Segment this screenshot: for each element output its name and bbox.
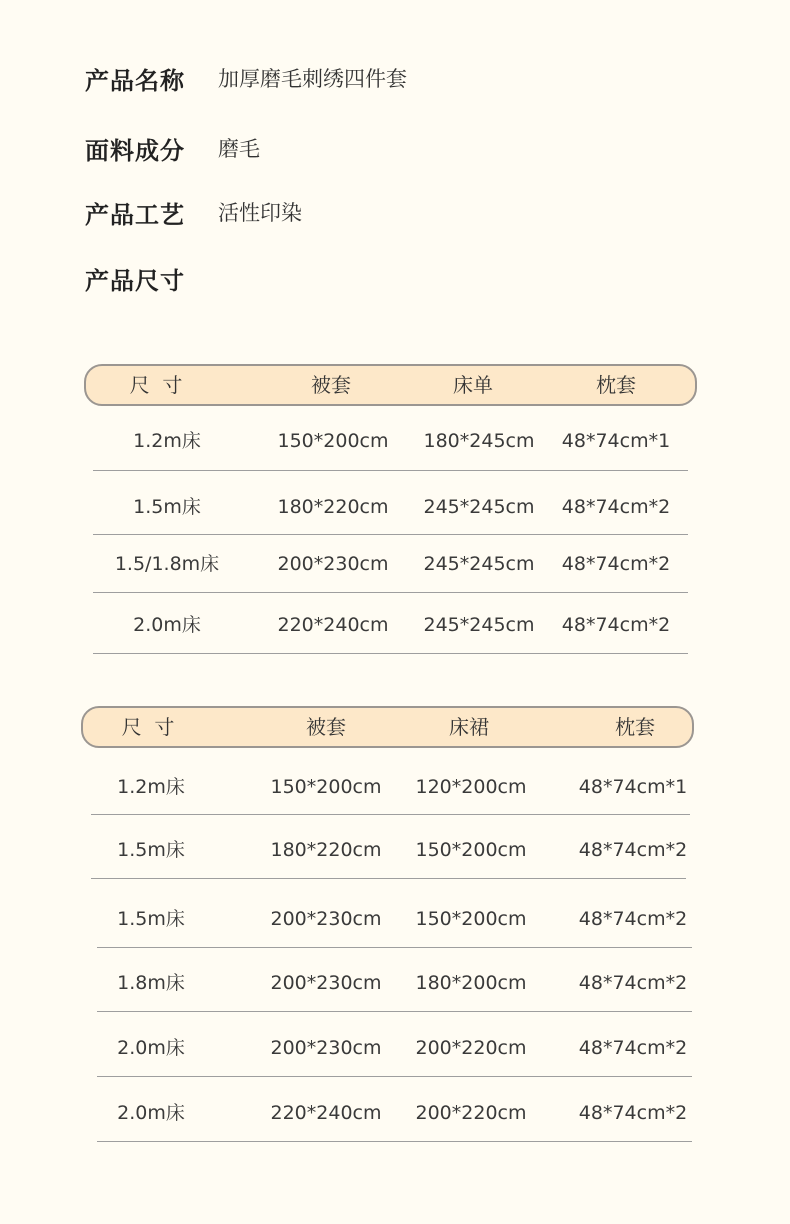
product-name-value: 加厚磨毛刺绣四件套	[218, 67, 407, 91]
table-row	[91, 752, 690, 815]
table-cell: 48*74cm*2	[578, 839, 688, 861]
table-cell: 200*230cm	[270, 972, 382, 994]
table-cell: 245*245cm	[423, 496, 535, 518]
table-cell: 200*230cm	[270, 908, 382, 930]
table1-header-pillowcase: 枕套	[596, 373, 636, 397]
table-row	[97, 1077, 692, 1142]
table-cell: 1.2m床	[117, 776, 185, 798]
table-cell: 48*74cm*2	[578, 972, 688, 994]
table1-header-sheet: 床单	[453, 373, 493, 397]
table1-header-duvet: 被套	[311, 373, 351, 397]
table-cell: 1.5m床	[117, 839, 185, 861]
craft-value: 活性印染	[218, 201, 302, 225]
product-name-label: 产品名称	[85, 66, 185, 95]
table-cell: 245*245cm	[423, 553, 535, 575]
table-cell: 48*74cm*1	[578, 776, 688, 798]
table-cell: 150*200cm	[270, 776, 382, 798]
table-cell: 48*74cm*2	[578, 908, 688, 930]
table-row	[97, 879, 692, 948]
table-cell: 245*245cm	[423, 614, 535, 636]
table-cell: 1.8m床	[117, 972, 185, 994]
table-row	[97, 1012, 692, 1077]
info-row-size	[85, 258, 218, 298]
table-cell: 200*220cm	[415, 1037, 527, 1059]
table-cell: 180*200cm	[415, 972, 527, 994]
table-row	[93, 593, 688, 654]
table-cell: 150*200cm	[415, 908, 527, 930]
info-row-name	[85, 58, 407, 98]
size-label: 产品尺寸	[85, 266, 185, 295]
table-cell: 48*74cm*2	[561, 553, 671, 575]
table-cell: 2.0m床	[117, 1102, 185, 1124]
table-cell: 150*200cm	[415, 839, 527, 861]
table-cell: 48*74cm*2	[578, 1102, 688, 1124]
table-cell: 48*74cm*2	[561, 614, 671, 636]
table1-header-size: 尺 寸	[129, 373, 183, 397]
table-row	[93, 471, 688, 535]
table-cell: 2.0m床	[133, 614, 201, 636]
table-cell: 150*200cm	[277, 430, 389, 452]
table2-header-bedskirt: 床裙	[449, 715, 489, 739]
fabric-value: 磨毛	[218, 137, 260, 161]
table-cell: 200*230cm	[270, 1037, 382, 1059]
table2-header-size: 尺 寸	[121, 715, 175, 739]
table-cell: 120*200cm	[415, 776, 527, 798]
table-cell: 220*240cm	[277, 614, 389, 636]
table-cell: 200*230cm	[277, 553, 389, 575]
table-cell: 1.5m床	[133, 496, 201, 518]
table-cell: 1.5m床	[117, 908, 185, 930]
table-cell: 48*74cm*2	[561, 496, 671, 518]
table-cell: 180*245cm	[423, 430, 535, 452]
table-cell: 180*220cm	[270, 839, 382, 861]
table2-header-duvet: 被套	[306, 715, 346, 739]
table1-header	[84, 364, 697, 406]
table-cell: 48*74cm*2	[578, 1037, 688, 1059]
info-row-craft	[85, 192, 302, 232]
table-cell: 1.5/1.8m床	[114, 553, 220, 575]
craft-label: 产品工艺	[85, 200, 185, 229]
table2-header-pillowcase: 枕套	[615, 715, 655, 739]
fabric-label: 面料成分	[85, 136, 185, 165]
table-row	[91, 815, 686, 879]
table-cell: 2.0m床	[117, 1037, 185, 1059]
table-cell: 1.2m床	[133, 430, 201, 452]
table-row	[93, 410, 688, 471]
table-row	[97, 948, 692, 1012]
info-row-fabric	[85, 128, 260, 168]
table-cell: 180*220cm	[277, 496, 389, 518]
table-cell: 48*74cm*1	[561, 430, 671, 452]
table-cell: 200*220cm	[415, 1102, 527, 1124]
table-row	[93, 535, 688, 593]
table2-header	[81, 706, 694, 748]
table-cell: 220*240cm	[270, 1102, 382, 1124]
